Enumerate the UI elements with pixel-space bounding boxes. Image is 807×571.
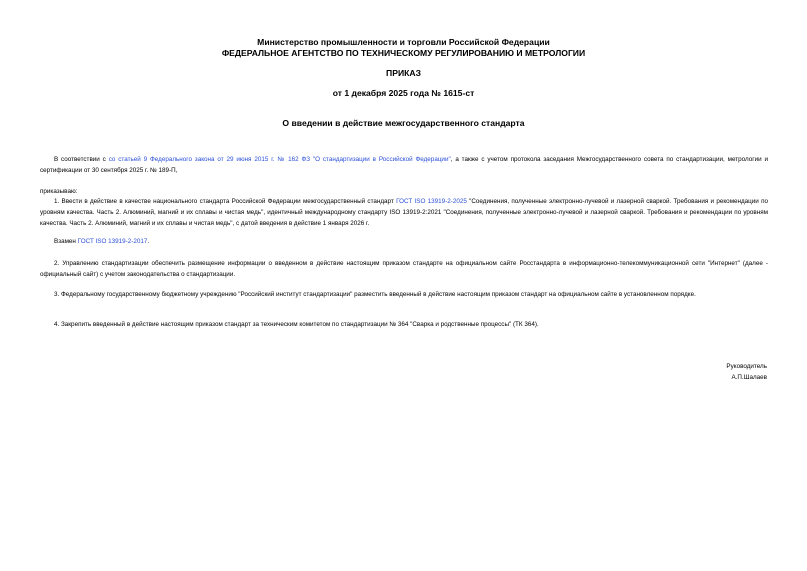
- document-date-number: от 1 декабря 2025 года № 1615-ст: [332, 88, 475, 98]
- item-4-paragraph: 4. Закрепить введенный в действие настоящим приказом стандарт за техническим комитетом по стандартизации № 364 "Сварка и родственные процессы" (ТК 364).: [54, 321, 539, 328]
- gost-2017-link[interactable]: ГОСТ ISO 13919-2-2017: [77, 238, 148, 245]
- item-2-paragraph: 2. Управлению стандартизации обеспечить размещение информации о введенном в действие настоящим приказом стандарте на официальном сайте Росстандарта в информационно-телекоммуникационной сети "Интернет" (далее - официальный сайт) с учетом законодательства о стандартизации.: [40, 260, 768, 278]
- preamble-paragraph: [40, 155, 768, 177]
- document-subject: О введении в действие межгосударственного стандарта: [282, 118, 525, 128]
- replace-text-before: Взамен: [54, 238, 78, 245]
- ministry-name: Министерство промышленности и торговли Российской Федерации: [257, 37, 550, 47]
- item-3-paragraph: 3. Федеральному государственному бюджетному учреждению "Российский институт стандартизации" разместить введенный в действие настоящим приказом стандарт на официальном сайте в установленном порядке.: [54, 291, 696, 298]
- document-type: ПРИКАЗ: [386, 68, 421, 78]
- replace-paragraph: [40, 237, 768, 248]
- agency-name: ФЕДЕРАЛЬНОЕ АГЕНТСТВО ПО ТЕХНИЧЕСКОМУ РЕГУЛИРОВАНИЮ И МЕТРОЛОГИИ: [221, 48, 586, 58]
- gost-2025-link[interactable]: ГОСТ ISO 13919-2-2025: [396, 198, 467, 205]
- item-1-paragraph: [40, 197, 768, 229]
- preamble-text-before: В соответствии с: [54, 156, 109, 163]
- item-1-text-before: 1. Ввести в действие в качестве национального стандарта Российской Федерации межгосударственный стандарт: [54, 198, 397, 205]
- federal-law-link[interactable]: со статьей 9 Федерального закона от 29 июня 2015 г. № 162 ФЗ "О стандартизации в Российской Федерации": [108, 156, 451, 163]
- signature-title: Руководитель: [726, 363, 767, 370]
- preamble-text-after: , а также с учетом протокола заседания Межгосударственного совета по стандартизации, метрологии и сертификации от 30 сентября 2025 г. № 189-П,: [40, 156, 768, 174]
- item-1-text-after: "Соединения, полученные электронно-лучевой и лазерной сваркой. Требования и рекомендации по уровням качества. Часть 2. Алюминий, магний и их сплавы и чистая медь", идентичный международному стандарту ISO 13919-2:2021 "Соединения, полученные электронно-лучевой и лазерной сваркой. Требования и рекомендации по уровням качества. Часть 2. Алюминий, магний и их сплавы и чистая медь", с датой введения в действие 1 января 2026 г.: [40, 198, 769, 227]
- signature-name: А.П.Шалаев: [731, 374, 767, 381]
- orders-word: приказываю:: [40, 188, 78, 195]
- replace-text-after: .: [147, 238, 150, 245]
